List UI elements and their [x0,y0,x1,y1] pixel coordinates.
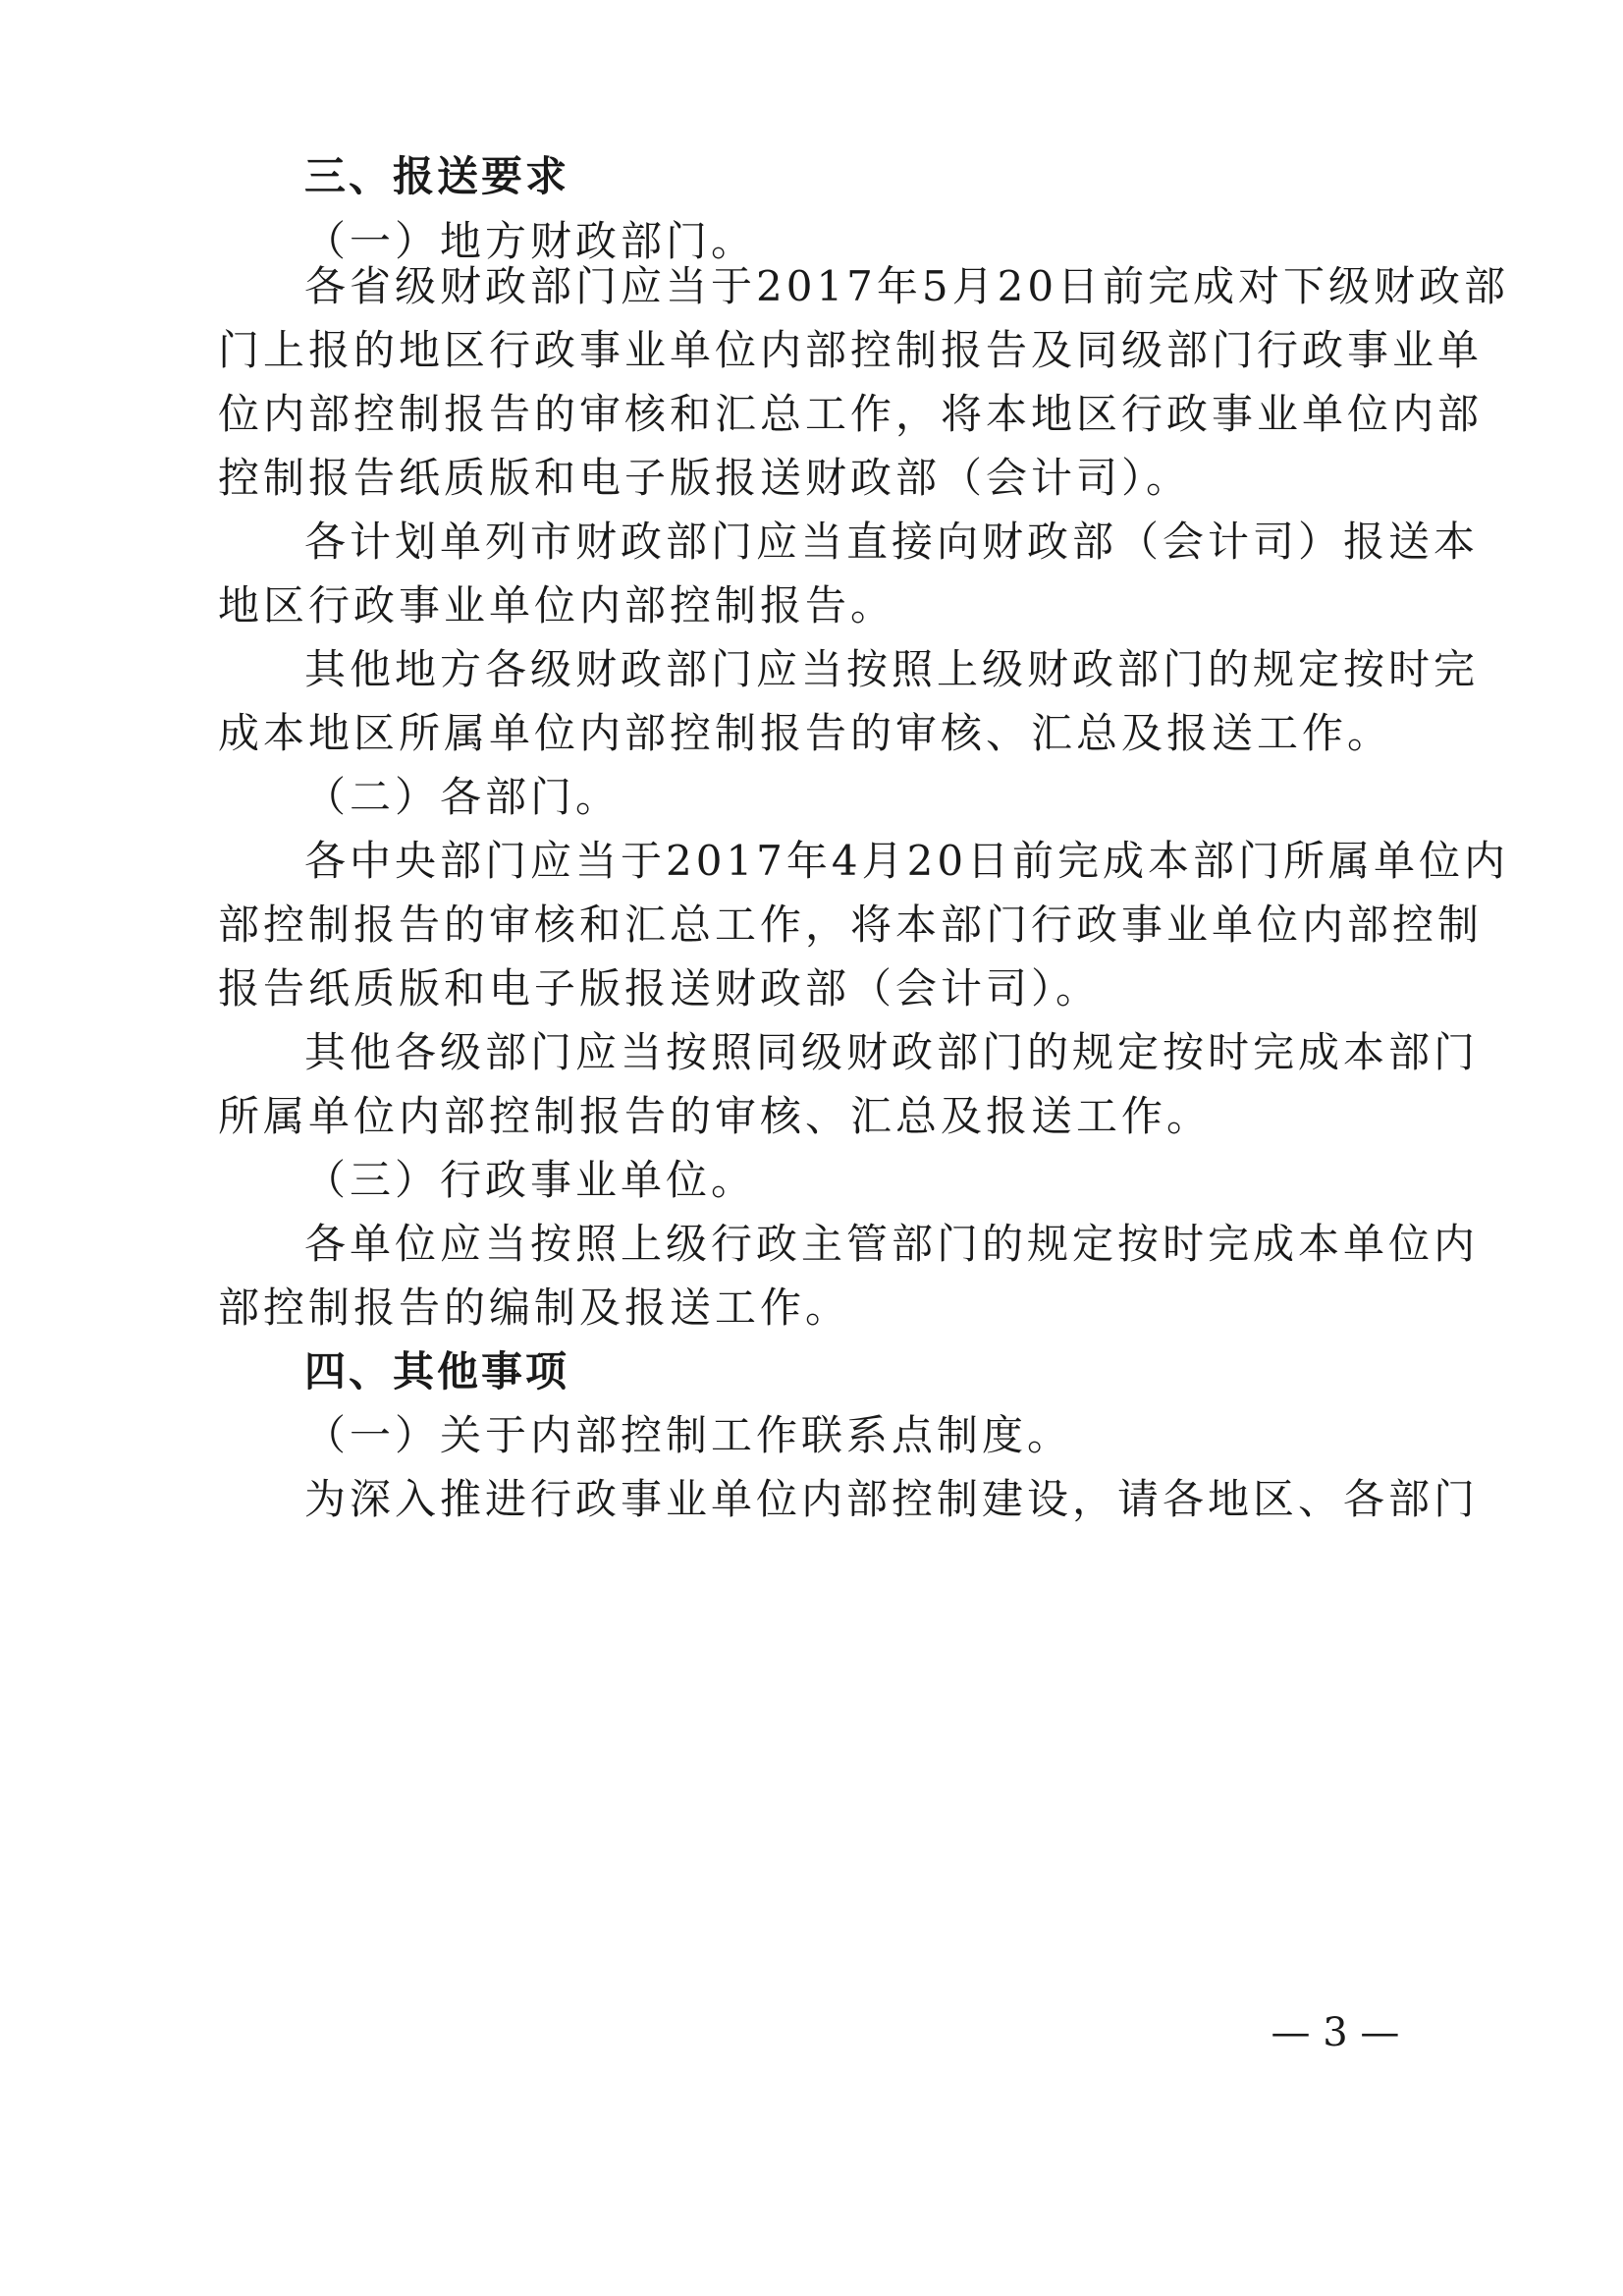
subsection-heading-3-3: （三）行政事业单位。 [304,1156,757,1204]
paragraph-line: 地区行政事业单位内部控制报告。 [218,581,896,629]
paragraph-line: 控制报告纸质版和电子版报送财政部（会计司）。 [218,454,1192,502]
section-heading-3: 三、报送要求 [304,152,570,200]
subsection-heading-4-1: （一）关于内部控制工作联系点制度。 [304,1411,1073,1459]
paragraph-line: 成本地区所属单位内部控制报告的审核、汇总及报送工作。 [218,709,1393,757]
paragraph-line: 其他各级部门应当按照同级财政部门的规定按时完成本部门 [304,1028,1480,1076]
paragraph-line: 位内部控制报告的审核和汇总工作，将本地区行政事业单位内部 [218,390,1484,438]
paragraph-line: 部控制报告的编制及报送工作。 [218,1284,851,1332]
paragraph-line: 各计划单列市财政部门应当直接向财政部（会计司）报送本 [304,518,1480,566]
paragraph-line: 各中央部门应当于2017年4月20日前完成本部门所属单位内 [304,837,1510,885]
paragraph-line: 门上报的地区行政事业单位内部控制报告及同级部门行政事业单 [218,326,1484,374]
page-number: — 3 — [1271,2010,1400,2055]
subsection-heading-3-1: （一）地方财政部门。 [304,217,757,265]
paragraph-line: 所属单位内部控制报告的审核、汇总及报送工作。 [218,1092,1213,1140]
subsection-heading-3-2: （二）各部门。 [304,773,622,821]
paragraph-line: 各省级财政部门应当于2017年5月20日前完成对下级财政部 [304,262,1510,310]
section-heading-4: 四、其他事项 [304,1347,570,1395]
paragraph-line: 为深入推进行政事业单位内部控制建设，请各地区、各部门 [304,1475,1480,1523]
paragraph-line: 其他地方各级财政部门应当按照上级财政部门的规定按时完 [304,645,1480,693]
paragraph-line: 报告纸质版和电子版报送财政部（会计司）。 [218,964,1102,1012]
paragraph-line: 部控制报告的审核和汇总工作，将本部门行政事业单位内部控制 [218,901,1484,949]
paragraph-line: 各单位应当按照上级行政主管部门的规定按时完成本单位内 [304,1220,1480,1268]
